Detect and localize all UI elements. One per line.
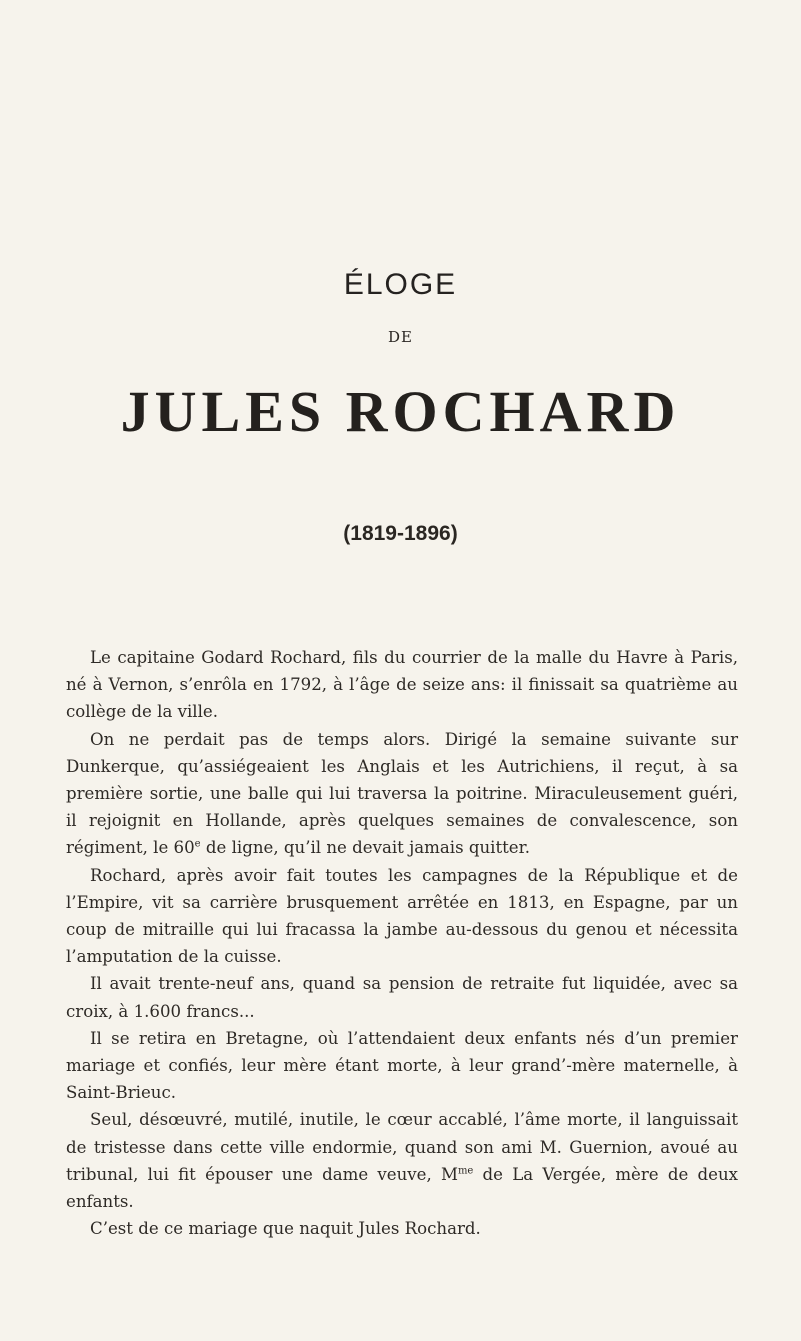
paragraph-3 bbox=[66, 862, 738, 971]
paragraph-4 bbox=[66, 970, 738, 1024]
superscript-madame: me bbox=[457, 1165, 474, 1177]
paragraph-2 bbox=[66, 726, 738, 862]
paragraph-5 bbox=[66, 1025, 738, 1107]
paragraph-6 bbox=[66, 1106, 738, 1215]
superscript-ordinal: e bbox=[194, 838, 201, 850]
paragraph-2-continuation: de ligne, qu’il ne devait jamais quitter. bbox=[200, 838, 531, 858]
paragraph-7-text: C’est de ce mariage que naquit Jules Rochard. bbox=[90, 1219, 481, 1239]
paragraph-4-text: Il avait trente-neuf ans, quand sa pension de retraite fut liquidée, avec sa croix, à 1.600 francs... bbox=[66, 974, 738, 1021]
paragraph-7 bbox=[66, 1215, 738, 1242]
title-name: JULES ROCHARD bbox=[120, 379, 681, 444]
paragraph-1-text: Le capitaine Godard Rochard, fils du courrier de la malle du Havre à Paris, né à Vernon, s’enrôla en 1792, à l’âge de seize ans: il finissait sa quatrième au collège de la ville. bbox=[66, 648, 738, 722]
title-dates: (1819-1896) bbox=[343, 522, 458, 545]
paragraph-6-continuation: de La Vergée, mère de deux enfants. bbox=[66, 1164, 738, 1212]
body-text bbox=[66, 644, 738, 1242]
title-de: DE bbox=[388, 328, 413, 346]
paragraph-1 bbox=[66, 644, 738, 726]
paragraph-3-text: Rochard, après avoir fait toutes les campagnes de la République et de l’Empire, vit sa carrière brusquement arrêtée en 1813, en Espagne, par un coup de mitraille qui lui fracassa la jambe au-dessous du genou et nécessita l’amputation de la cuisse. bbox=[66, 865, 738, 967]
paragraph-2-text: On ne perdait pas de temps alors. Dirigé la semaine suivante sur Dunkerque, qu’assiégeaient les Anglais et les Autrichiens, il reçut, à sa première sortie, une balle qui lui traversa la poitrine. Miraculeusement guéri, il rejoignit en Hollande, après quelques semaines de convalescence, son régiment, le 60 bbox=[66, 729, 738, 858]
paragraph-6-text: Seul, désœuvré, mutilé, inutile, le cœur accablé, l’âme morte, il languissait de tristesse dans cette ville endormie, quand son ami M. Guernion, avoué au tribunal, lui fit épouser une dame veuve, M bbox=[66, 1110, 738, 1184]
paragraph-5-text: Il se retira en Bretagne, où l’attendaient deux enfants nés d’un premier mariage et confiés, leur mère étant morte, à leur grand’-mère maternelle, à Saint-Brieuc. bbox=[66, 1028, 738, 1103]
title-eloge: ÉLOGE bbox=[343, 268, 458, 301]
